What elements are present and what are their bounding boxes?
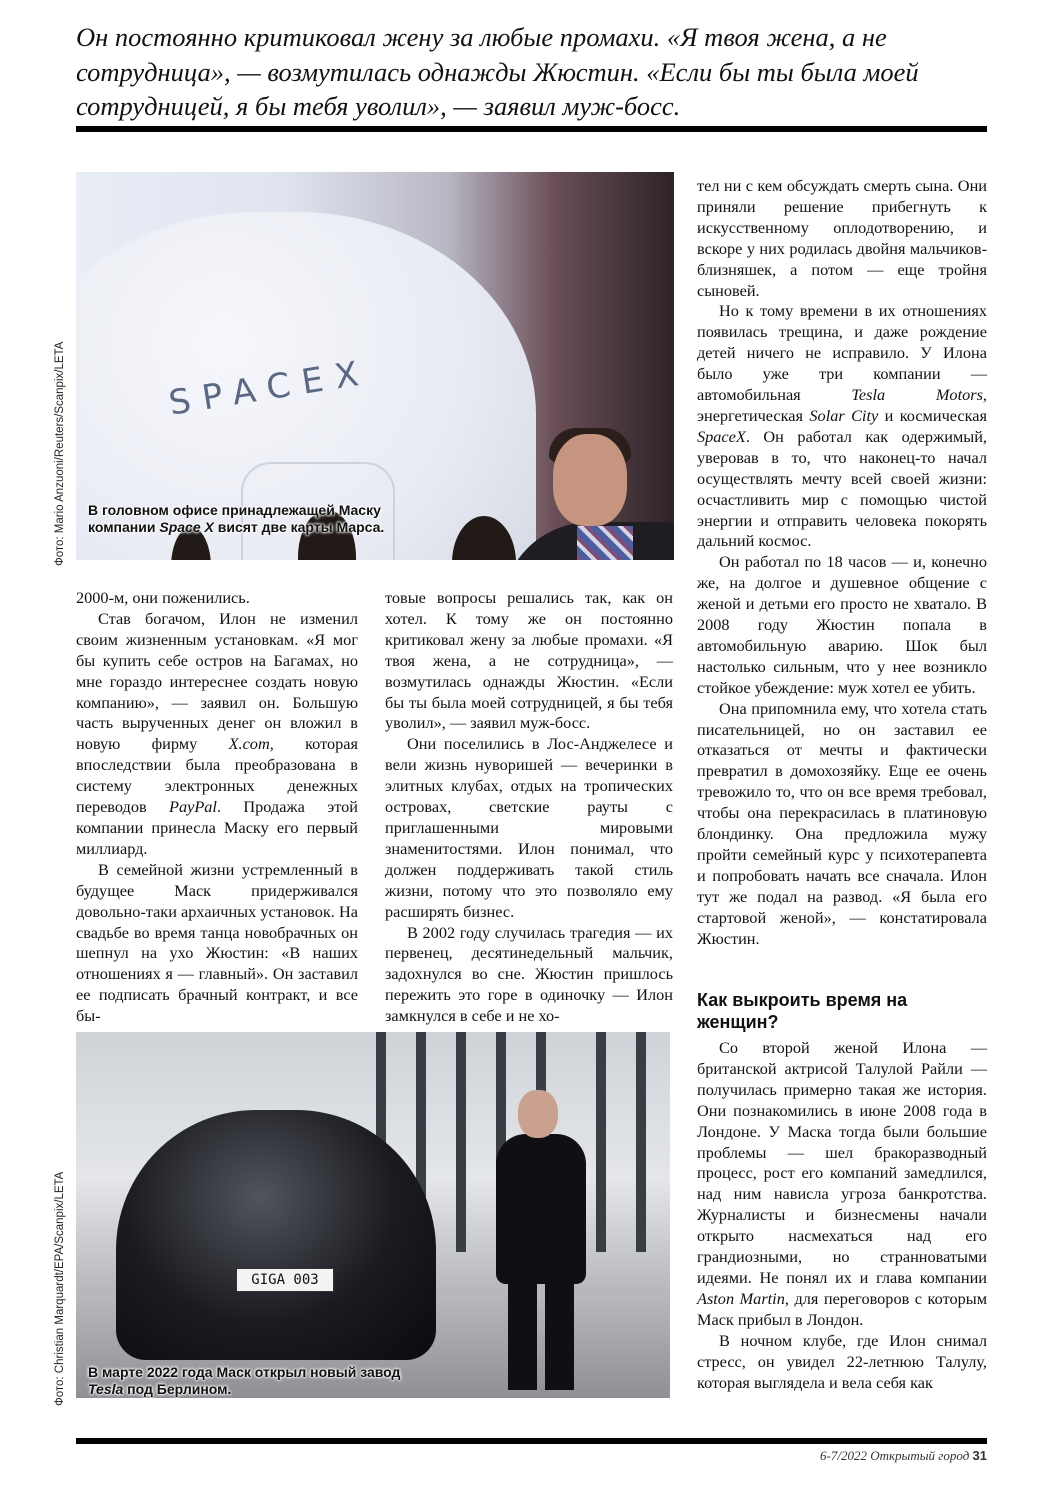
paragraph: Она припомнила ему, что хотела стать писательницей, но он заставил ее отказаться от мечты и фактически превратил в домохозяйку. Еще ее очень тревожило то, что он все время требовал, чтобы она перекрасилась в платиновую блондинку. Она предложила мужу пройти семейный курс у психотерапевта и попробовать начать все сначала. Илон тут же подал на развод. «Я была его стартовой женой», — констатировала Жюстин. bbox=[697, 698, 987, 948]
pull-quote-line-2: сотрудница», — возмутилась однажды Жюстин. «Если бы ты была моей bbox=[76, 56, 919, 87]
person-figure bbox=[496, 1090, 586, 1390]
license-plate: GIGA 003 bbox=[236, 1268, 334, 1292]
paragraph: Со второй женой Илона — британской актрисой Талулой Райли — получилась примерно такая же история. Они познакомились в июне 2008 года в Лондоне. У Маска тогда были большие проблемы — шел бракоразводный процесс, рост его компаний замедлился, над ним нависла угроза банкротства. Журналисты и бизнесмены начали открыто насмехаться над его грандиозными, но странноватыми идеями. Не понял их и глава компании Aston Martin, для переговоров с которым Маск прибыл в Лондон. bbox=[697, 1038, 987, 1329]
paragraph: Но к тому времени в их отношениях появилась трещина, и даже рождение детей ничего не исправило. У Илона было уже три компании — автомобильная Tesla Motors, энергетическая Solar City и космическая SpaceX. Он работал как одержимый, уверовав в то, что наконец-то начал осуществлять мечту всей своей жизни: осчастливить мир с помощью чистой энергии и отправить человека покорять дальний космос. bbox=[697, 301, 987, 551]
factory-pillar bbox=[456, 1032, 466, 1252]
head bbox=[518, 1090, 558, 1138]
article-column-3 bbox=[697, 176, 987, 950]
paragraph: Они поселились в Лос-Анджелесе и вели жизнь нуворишей — вечеринки в элитных клубах, отдых на тропических островах, светские рауты с приглашенными мировыми знаменитостями. Илон понимал, что должен поддерживать такой стиль жизни, потому что это позволяло ему расширять бизнес. bbox=[385, 734, 673, 921]
caption-text: висят две карты Марса. bbox=[213, 518, 385, 535]
paragraph: В 2002 году случилась трагедия — их первенец, десятинедельный мальчик, задохнулся во сне. Жюстин пришлось пережить это горе в одиночку — Илон замкнулся в себе и не хо- bbox=[385, 922, 673, 1026]
section-subheading: Как выкроить время на женщин? bbox=[697, 990, 908, 1032]
caption-text: под Берлином. bbox=[123, 1380, 232, 1397]
shirt bbox=[577, 526, 633, 560]
pull-quote bbox=[76, 20, 996, 124]
paragraph: товые вопросы решались так, как он хотел. К тому же он постоянно критиковал жену за любые промахи. «Я твоя жена, а не сотрудница», — возмутилась однажды Жюстин. «Если бы ты была моей сотрудницей, я бы тебя уволил», — заявил муж-босс. bbox=[385, 588, 673, 733]
photo-credit-1: Фото: Mario Anzuoni/Reuters/Scanpix/LETA bbox=[54, 341, 66, 566]
paragraph: тел ни с кем обсуждать смерть сына. Они приняли решение прибегнуть к искусственному оплодотворению, и вскоре у них родилась двойня мальчиков-близняшек, а потом — еще тройня сыновей. bbox=[697, 176, 987, 300]
paragraph: В ночном клубе, где Илон снимал стресс, он увидел 22-летнюю Талулу, которая выглядела и вела себя как bbox=[697, 1330, 987, 1392]
head bbox=[553, 434, 627, 526]
factory-pillar bbox=[636, 1032, 646, 1252]
paragraph: Став богачом, Илон не изменил своим жизненным установкам. «Я мог бы купить себе остров на Багамах, но мне гораздо интереснее создать новую компанию», — заявил он. Большую часть вырученных денег он вложил в новую фирму X.com, которая впоследствии была преобразована в систему электронных денежных переводов PayPal. Продажа этой компании принесла Маску его первый миллиард. bbox=[76, 608, 359, 858]
pull-quote-line-1: Он постоянно критиковал жену за любые промахи. «Я твоя жена, а не bbox=[76, 22, 887, 52]
article-column-1 bbox=[76, 588, 358, 1027]
paragraph: 2000-м, они поженились. bbox=[76, 588, 250, 607]
caption-text: В марте 2022 года Маск открыл новый завод bbox=[88, 1364, 401, 1380]
article-column-2 bbox=[385, 588, 673, 1027]
caption-emphasis: Tesla bbox=[88, 1380, 124, 1397]
page-footer bbox=[820, 1448, 987, 1464]
suit bbox=[496, 1134, 586, 1284]
photo-credit-2: Фото: Christian Marquardt/EPA/Scanpix/LETA bbox=[54, 1171, 66, 1406]
spacex-logo: SPACEX bbox=[166, 352, 373, 424]
article-column-3-continued bbox=[697, 1038, 987, 1393]
person-figure bbox=[501, 434, 674, 560]
issue-info: 6-7/2022 Открытый город bbox=[820, 1448, 973, 1463]
factory-pillar bbox=[596, 1032, 606, 1252]
caption-emphasis: Space X bbox=[159, 518, 214, 535]
caption-text: В головном офисе принадлежащей Маску компании bbox=[88, 502, 381, 535]
photo-caption-2 bbox=[88, 1364, 408, 1397]
car-illustration bbox=[116, 1110, 436, 1360]
photo-caption-1 bbox=[88, 502, 388, 535]
paragraph: Он работал по 18 часов — и, конечно же, на долгое и душевное общение с женой и детьми его просто не хватало. В 2008 году Жюстин попала в автомобильную аварию. Шок был настолько сильным, что у нее возникло стойкое убеждение: муж хотел ее убить. bbox=[697, 552, 987, 697]
bottom-rule bbox=[76, 1438, 987, 1444]
photo-tesla bbox=[76, 1032, 670, 1398]
page-number: 31 bbox=[972, 1448, 987, 1463]
top-rule bbox=[76, 126, 987, 132]
pull-quote-line-3: сотрудницей, я бы тебя уволил», — заявил муж-босс. bbox=[76, 91, 681, 121]
legs bbox=[508, 1280, 574, 1390]
paragraph: В семейной жизни устремленный в будущее Маск придерживался довольно-таки архаичных установок. На свадьбе во время танца новобрачных он шепнул на ухо Жюстин: «В наших отношениях я — главный». Он заставил ее подписать брачный контракт, и все бы- bbox=[76, 859, 358, 1026]
